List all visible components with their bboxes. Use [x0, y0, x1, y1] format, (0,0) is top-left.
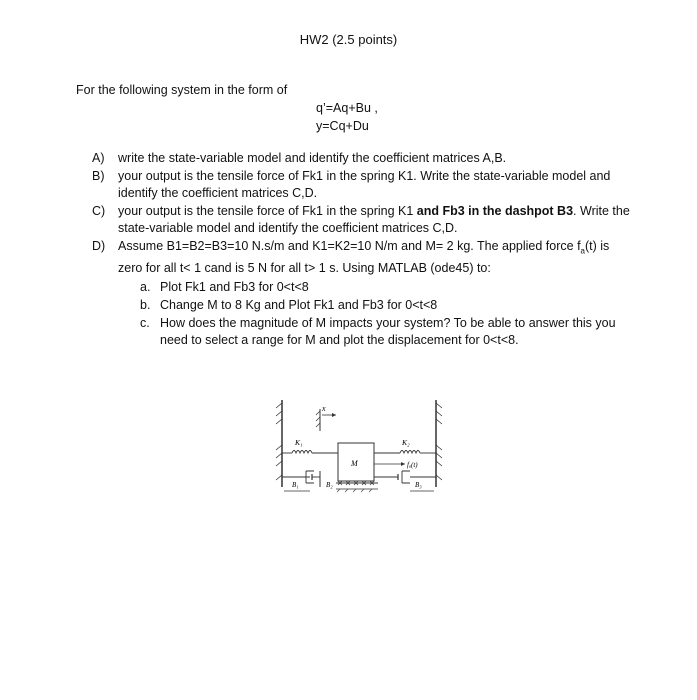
k2-label: K₂ [402, 438, 410, 447]
mid-wall [316, 409, 320, 431]
right-wall [436, 400, 442, 487]
subquestion-list [118, 279, 632, 349]
spring-k2 [374, 451, 436, 454]
subquestion-text: Change M to 8 Kg and Plot Fk1 and Fb3 for 0<t<8 [160, 297, 438, 312]
subquestion-text: Plot Fk1 and Fb3 for 0<t<8 [160, 279, 309, 294]
question-text-post: . Write the state-variable model and identify the coefficient matrices C,D. [118, 204, 630, 235]
subquestion-a [118, 279, 632, 296]
subquestion-marker: a. [140, 279, 151, 294]
question-marker: C) [92, 204, 106, 218]
question-marker: B) [92, 169, 105, 183]
subquestion-marker: c. [140, 315, 150, 330]
question-d [92, 238, 632, 349]
question-text-pre: Assume B1=B2=B3=10 N.s/m and K1=K2=10 N/m and M= 2 kg. The applied force f [118, 239, 581, 253]
subquestion-marker: b. [140, 297, 151, 312]
force-arrow [374, 462, 405, 466]
subquestion-text: How does the magnitude of M impacts your system? To be able to answer this you need to select a range for M and plot the displacement for 0<t<8. [160, 315, 616, 347]
m-label: M [351, 459, 358, 468]
page-title: HW2 (2.5 points) [299, 32, 398, 47]
question-c [92, 203, 632, 237]
force-label: fₐ(t) [407, 461, 418, 469]
question-text-bold: and Fb3 in the dashpot B3 [416, 204, 574, 218]
question-b [92, 168, 632, 202]
output-equation: y=Cq+Du [316, 119, 369, 133]
state-equation: q’=Aq+Bu , [316, 101, 378, 115]
x-label: x [322, 404, 326, 413]
question-a [92, 150, 632, 167]
question-text-post: (t) is zero for all t< 1 cand is 5 N for all t> 1 s. Using MATLAB (ode45) to: [118, 239, 610, 275]
b1-label: B₁ [292, 481, 299, 489]
spring-k1 [282, 451, 338, 454]
ground-b2 [336, 481, 378, 492]
question-text-pre: your output is the tensile force of Fk1 in the spring K1 [118, 204, 417, 218]
b2-label: B₂ [326, 481, 333, 489]
intro-text: For the following system in the form of [76, 83, 288, 97]
k1-label: K₁ [295, 438, 303, 447]
question-text: write the state-variable model and identify the coefficient matrices A,B. [118, 151, 507, 165]
b3-label: B₃ [415, 481, 422, 489]
question-marker: D) [92, 239, 106, 253]
subquestion-b [118, 297, 632, 314]
dashpot-b3 [374, 471, 436, 483]
question-list [92, 150, 632, 350]
subquestion-c [118, 315, 632, 349]
x-displacement-arrow [322, 413, 336, 417]
dashpot-b1 [282, 471, 320, 487]
question-text-sub: a [580, 246, 585, 256]
mass-spring-damper-diagram [270, 395, 450, 495]
question-text: your output is the tensile force of Fk1 in the spring K1. Write the state-variable model and identify the coefficient matrices C,D. [118, 169, 611, 200]
question-marker: A) [92, 151, 105, 165]
left-wall [276, 400, 282, 487]
